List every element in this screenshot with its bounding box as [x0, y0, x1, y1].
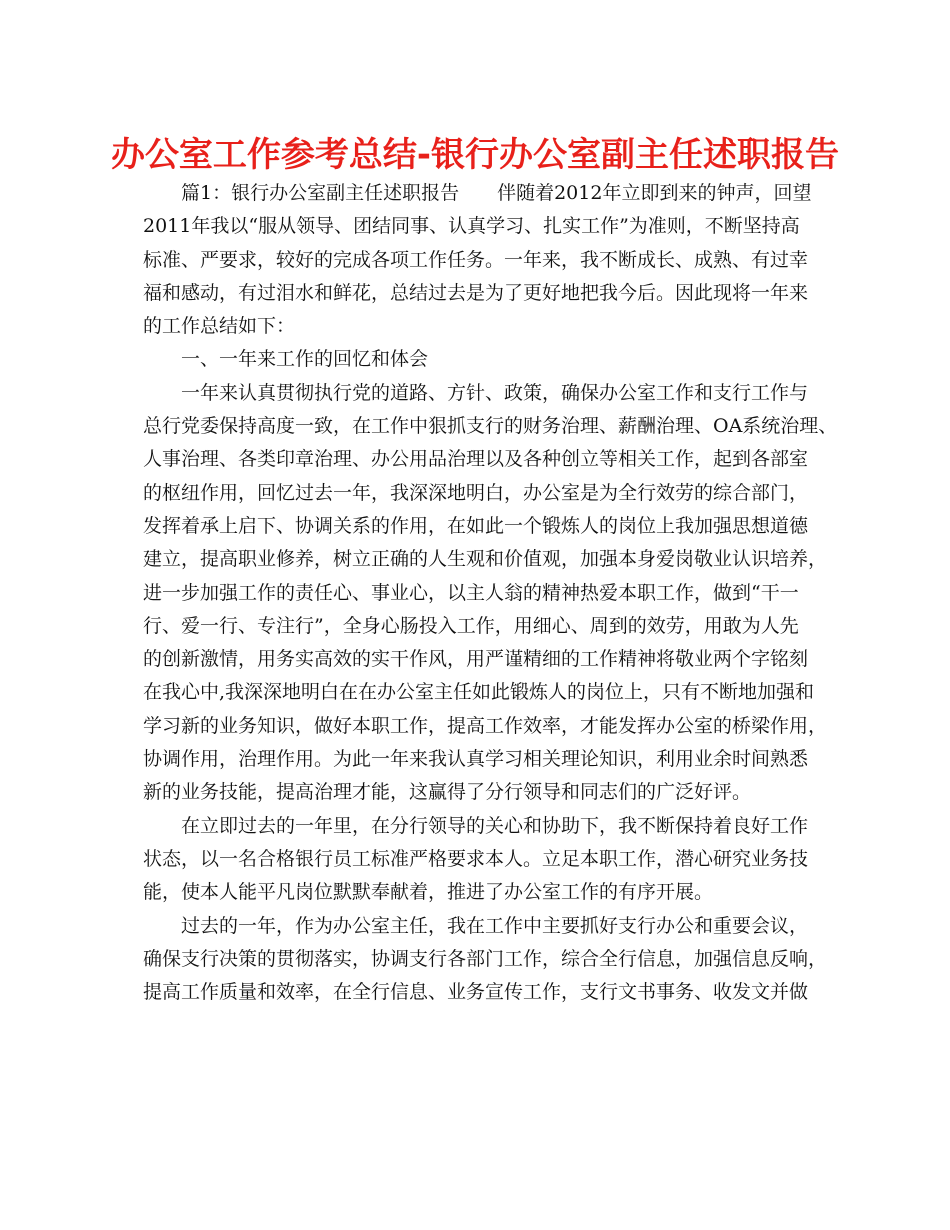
text-line: [143, 843, 809, 876]
text-line-content: 进一步加强工作的责任心、事业心，以主人翁的精神热爱本职工作，做到“干一: [143, 581, 799, 604]
text-line: [143, 443, 809, 476]
text-line-content: 过去的一年，作为办公室主任，我在工作中主要抓好支行办公和重要会议，: [181, 914, 809, 937]
text-line-content: 在我心中,我深深地明白在在办公室主任如此锻炼人的岗位上，只有不断地加强和: [143, 681, 815, 704]
text-line: [143, 477, 809, 510]
text-line-content: 协调作用，治理作用。为此一年来我认真学习相关理论知识，利用业余时间熟悉: [143, 748, 809, 771]
text-line-content: 确保支行决策的贯彻落实，协调支行各部门工作，综合全行信息，加强信息反响，: [143, 947, 828, 970]
text-line: [143, 743, 809, 776]
text-line-content: 能，使本人能平凡岗位默默奉献着，推进了办公室工作的有序开展。: [143, 881, 714, 904]
text-line-content: 状态，以一名合格银行员工标准严格要求本人。立足本职工作，潜心研究业务技: [143, 847, 809, 870]
text-line-content: 建立，提高职业修养，树立正确的人生观和价值观，加强本身爱岗敬业认识培养，: [143, 548, 828, 571]
text-line: [143, 610, 803, 643]
text-line: [143, 676, 815, 709]
text-line-content: 新的业务技能，提高治理才能，这赢得了分行领导和同志们的广泛好评。: [143, 781, 752, 804]
text-line-content: 一年来认真贯彻执行党的道路、方针、政策，确保办公室工作和支行工作与: [181, 381, 809, 404]
text-line: [143, 244, 809, 277]
text-line-content: 提高工作质量和效率，在全行信息、业务宣传工作，支行文书事务、收发文并做: [143, 981, 809, 1004]
text-line: [143, 343, 803, 376]
text-line-content: 福和感动，有过泪水和鲜花，总结过去是为了更好地把我今后。因此现将一年来: [143, 281, 809, 304]
document-title: 办公室工作参考总结-银行办公室副主任述职报告: [110, 135, 840, 175]
text-line: [143, 510, 809, 543]
text-line: [143, 876, 803, 909]
text-line: [143, 277, 809, 310]
text-line: [143, 577, 803, 610]
text-line: [143, 310, 803, 343]
text-line-content: 行、爱一行、专注行”，全身心肠投入工作，用细心、周到的效劳，用敢为人先: [143, 614, 799, 637]
text-line-content: 的枢纽作用，回忆过去一年，我深深地明白，办公室是为全行效劳的综合部门，: [143, 481, 809, 504]
text-line-content: 2011年我以“服从领导、团结同事、认真学习、扎实工作”为准则，不断坚持高: [143, 215, 800, 238]
text-line: [143, 910, 809, 943]
text-line: [143, 643, 809, 676]
text-line: [143, 377, 809, 410]
text-line-content: 发挥着承上启下、协调关系的作用，在如此一个锻炼人的岗位上我加强思想道德: [143, 514, 809, 537]
text-line-content: 篇1：银行办公室副主任述职报告: [181, 182, 460, 204]
text-line: [143, 776, 803, 809]
text-line-content: 总行党委保持高度一致，在工作中狠抓支行的财务治理、薪酬治理、OA系统治理、: [143, 415, 838, 438]
text-line: [143, 210, 803, 243]
document-body: [143, 177, 838, 1009]
text-line-content: 一、一年来工作的回忆和体会: [181, 348, 429, 371]
text-line: [143, 543, 828, 576]
text-line: [143, 410, 838, 443]
text-line: [143, 710, 828, 743]
text-line-content: 人事治理、各类印章治理、办公用品治理以及各种创立等相关工作，起到各部室: [143, 448, 809, 471]
text-line-content: 伴随着2012年立即到来的钟声，回望: [497, 182, 812, 204]
text-line-content: 在立即过去的一年里，在分行领导的关心和协助下，我不断保持着良好工作: [181, 814, 809, 837]
text-line-content: 标准、严要求，较好的完成各项工作任务。一年来，我不断成长、成熟、有过幸: [143, 248, 809, 271]
text-line: [143, 177, 812, 210]
text-line: [143, 976, 809, 1009]
text-line: [143, 810, 809, 843]
text-line: [143, 943, 828, 976]
text-line-content: 学习新的业务知识，做好本职工作，提高工作效率，才能发挥办公室的桥梁作用，: [143, 714, 828, 737]
text-line-content: 的创新激情，用务实高效的实干作风，用严谨精细的工作精神将敬业两个字铭刻: [143, 648, 809, 671]
text-line-content: 的工作总结如下：: [143, 315, 296, 338]
